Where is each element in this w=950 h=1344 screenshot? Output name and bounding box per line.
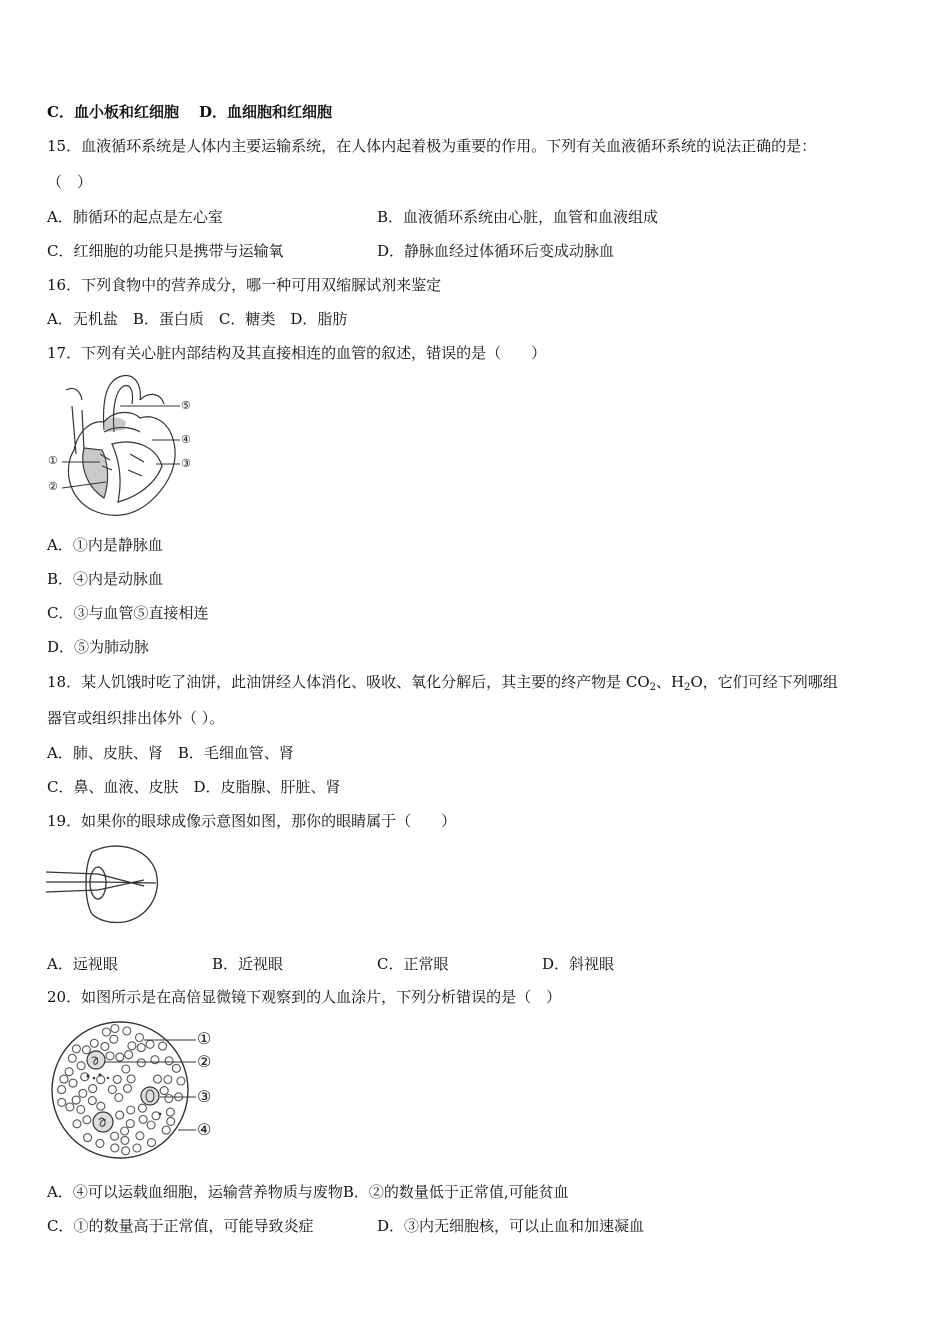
heart-diagram (44, 370, 204, 518)
q19-option-d: D．斜视眼 (542, 955, 615, 973)
red-blood-cell (147, 1121, 155, 1129)
smear-label-1: ① (197, 1029, 212, 1048)
red-blood-cell (60, 1075, 68, 1083)
q19-stem: 19．如果你的眼球成像示意图如图，那你的眼睛属于（ ） (47, 812, 457, 830)
red-blood-cell (123, 1027, 131, 1035)
red-blood-cell (138, 1104, 146, 1112)
red-blood-cell (88, 1097, 96, 1105)
red-blood-cell (97, 1102, 105, 1110)
red-blood-cell (66, 1103, 74, 1111)
q18-sub-2: 2 (684, 682, 691, 693)
red-blood-cell (165, 1057, 173, 1065)
red-blood-cell (146, 1040, 154, 1048)
red-blood-cell (154, 1075, 162, 1083)
q17-option-a: A．①内是静脉血 (47, 536, 163, 554)
q18-stem-line2: 器官或组织排出体外（ ）。 (47, 709, 225, 727)
q19-option-c: C．正常眼 (377, 955, 449, 973)
q20-options-ab: A．④可以运载血细胞，运输营养物质与废物B．②的数量低于正常值,可能贫血 (47, 1183, 569, 1201)
q17-option-b: B．④内是动脉血 (47, 570, 164, 588)
red-blood-cell (113, 1075, 121, 1083)
red-blood-cell (111, 1025, 119, 1033)
smear-label-4: ④ (197, 1120, 212, 1139)
red-blood-cell (79, 1089, 87, 1097)
q19-option-a: A．远视眼 (47, 955, 118, 973)
red-blood-cell (69, 1079, 77, 1087)
q14-option-d: D．血细胞和红细胞 (198, 103, 332, 121)
red-blood-cell (165, 1095, 173, 1103)
red-blood-cell (84, 1134, 92, 1142)
red-blood-cell (111, 1132, 119, 1140)
red-blood-cell (110, 1035, 118, 1043)
red-blood-cell (89, 1085, 97, 1093)
blood-smear-diagram (48, 1018, 222, 1168)
red-blood-cell (77, 1062, 85, 1070)
red-blood-cell (159, 1042, 167, 1050)
q15-option-a: A．肺循环的起点是左心室 (47, 208, 223, 226)
red-blood-cell (72, 1096, 80, 1104)
q14-options-cd (47, 102, 332, 122)
q18-options-cd: C．鼻、血液、皮肤 D．皮脂腺、肝脏、肾 (47, 778, 341, 796)
red-blood-cell (160, 1087, 168, 1095)
q18-sub-1: 2 (649, 682, 657, 693)
red-blood-cell (102, 1028, 110, 1036)
red-blood-cell (58, 1098, 66, 1106)
red-blood-cell (73, 1120, 81, 1128)
q19-option-b: B．近视眼 (212, 955, 284, 973)
q18-options-ab: A．肺、皮肤、肾 B．毛细血管、肾 (47, 744, 294, 762)
q15-option-d: D．静脉血经过体循环后变成动脉血 (377, 242, 615, 260)
red-blood-cell (148, 1139, 156, 1147)
red-blood-cell (164, 1076, 172, 1084)
red-blood-cell (136, 1034, 144, 1042)
red-blood-cell (116, 1111, 124, 1119)
red-blood-cell (166, 1108, 174, 1116)
red-blood-cell (111, 1144, 119, 1152)
red-blood-cell (136, 1132, 144, 1140)
red-blood-cell (133, 1144, 141, 1152)
q15-stem: 15．血液循环系统是人体内主要运输系统，在人体内起着极为重要的作用。下列有关血液循环系统的说法正确的是： (47, 137, 817, 155)
red-blood-cell (122, 1065, 130, 1073)
red-blood-cell (124, 1084, 132, 1092)
red-blood-cell (137, 1059, 145, 1067)
red-blood-cell (137, 1044, 145, 1052)
red-blood-cell (167, 1117, 175, 1125)
red-blood-cell (97, 1076, 105, 1084)
red-blood-cell (58, 1086, 66, 1094)
smear-label-2: ② (197, 1052, 212, 1071)
heart-label-5: ⑤ (181, 399, 191, 412)
red-blood-cell (121, 1127, 129, 1135)
q17-option-c: C．③与血管⑤直接相连 (47, 604, 209, 622)
red-blood-cell (127, 1075, 135, 1083)
red-blood-cell (152, 1112, 160, 1120)
red-blood-cell (139, 1115, 147, 1123)
red-blood-cell (127, 1106, 135, 1114)
q16-stem: 16．下列食物中的营养成分，哪一种可用双缩脲试剂来鉴定 (47, 276, 442, 294)
red-blood-cell (96, 1139, 104, 1147)
heart-label-1: ① (48, 454, 58, 467)
red-blood-cell (177, 1077, 185, 1085)
heart-label-4: ④ (181, 433, 191, 446)
q14-option-c: C．血小板和红细胞 (47, 103, 179, 121)
q15-paren: （ ） (47, 173, 93, 191)
q18-stem-b: 、H (656, 673, 685, 691)
red-blood-cell (116, 1053, 124, 1061)
eye-diagram (44, 842, 162, 926)
red-blood-cell (115, 1094, 123, 1102)
red-blood-cell (90, 1039, 98, 1047)
red-blood-cell (101, 1042, 109, 1050)
red-blood-cell (72, 1045, 80, 1053)
red-blood-cell (162, 1126, 170, 1134)
q17-option-d: D．⑤为肺动脉 (47, 638, 150, 656)
red-blood-cell (125, 1051, 133, 1059)
red-blood-cell (77, 1106, 85, 1114)
red-blood-cell (128, 1042, 136, 1050)
q18-stem-c: O，它们可经下列哪组 (690, 673, 838, 691)
q15-option-b: B．血液循环系统由心脏，血管和血液组成 (377, 208, 659, 226)
q15-option-c: C．红细胞的功能只是携带与运输氧 (47, 242, 284, 260)
heart-label-3: ③ (181, 457, 191, 470)
q17-stem: 17．下列有关心脏内部结构及其直接相连的血管的叙述，错误的是（ ） (47, 344, 547, 362)
red-blood-cell (108, 1086, 116, 1094)
red-blood-cell (83, 1116, 91, 1124)
red-blood-cell (126, 1120, 134, 1128)
q16-options: A．无机盐 B．蛋白质 C．糖类 D．脂肪 (47, 310, 348, 328)
red-blood-cell (82, 1046, 90, 1054)
q18-stem-a: 18．某人饥饿时吃了油饼，此油饼经人体消化、吸收、氧化分解后，其主要的终产物是 CO (47, 673, 650, 691)
q20-stem: 20．如图所示是在高倍显微镜下观察到的人血涂片，下列分析错误的是（ ） (47, 988, 562, 1006)
red-blood-cell (122, 1147, 130, 1155)
q20-option-c: C．①的数量高于正常值，可能导致炎症 (47, 1217, 314, 1235)
smear-label-3: ③ (197, 1087, 212, 1106)
red-blood-cell (68, 1054, 76, 1062)
red-blood-cell (106, 1052, 114, 1060)
q20-option-d: D．③内无细胞核，可以止血和加速凝血 (377, 1217, 645, 1235)
red-blood-cell (172, 1064, 180, 1072)
red-blood-cell (65, 1068, 73, 1076)
q18-stem-line1 (47, 672, 838, 698)
heart-label-2: ② (48, 480, 58, 493)
red-blood-cell (121, 1136, 129, 1144)
